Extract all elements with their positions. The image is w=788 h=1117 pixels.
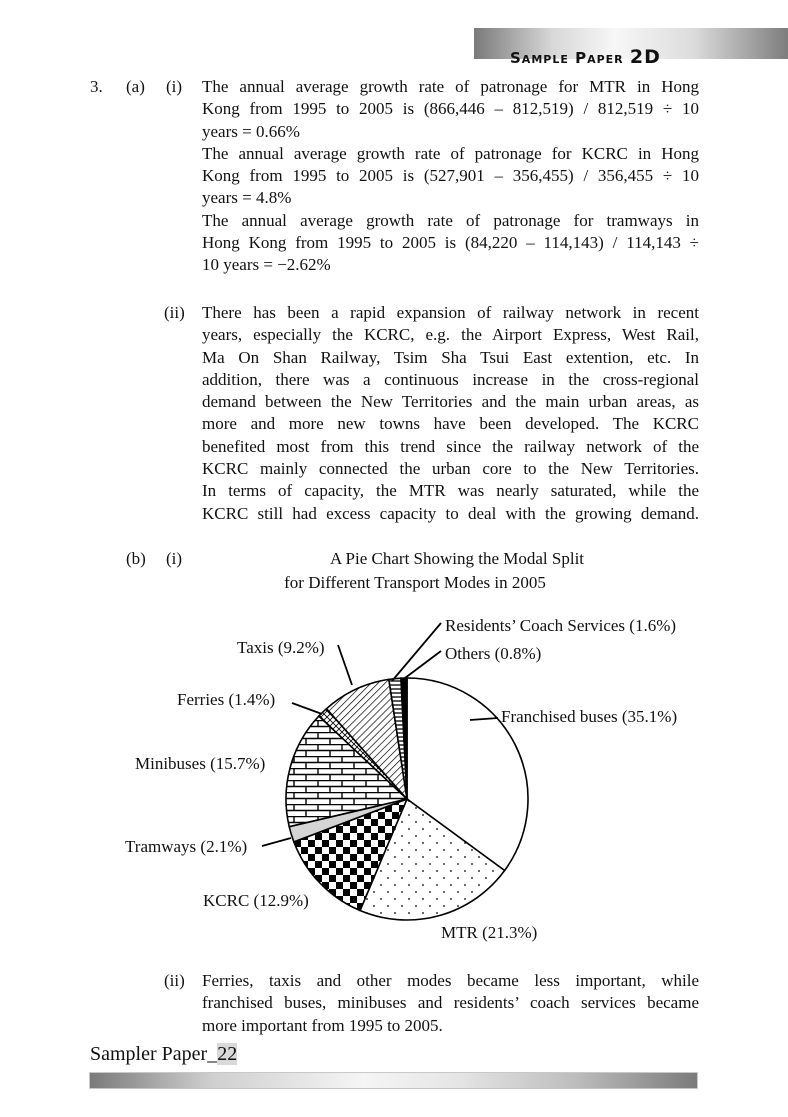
label-residents-coach: Residents’ Coach Services (1.6%)	[445, 616, 677, 635]
answer-line: years, especially the KCRC, e.g. the Airport Express, West Rail,	[202, 325, 699, 345]
answer-line: more and more new towns have been developed. The KCRC	[202, 414, 699, 434]
answer-line: more important from 1995 to 2005.	[202, 1015, 443, 1035]
answer-line: Hong Kong from 1995 to 2005 is (84,220 – 114,143) / 114,143 ÷	[202, 233, 699, 253]
answer-line: Ma On Shan Railway, Tsim Sha Tsui East extention, etc. In	[202, 347, 699, 367]
answer-line: In terms of capacity, the MTR was nearly saturated, while the	[202, 481, 699, 501]
label-tramways: Tramways (2.1%)	[125, 837, 248, 856]
label-others: Others (0.8%)	[445, 644, 542, 663]
pie-slices	[286, 678, 528, 920]
answer-line: Kong from 1995 to 2005 is (866,446 – 812,519) / 812,519 ÷ 10	[202, 99, 699, 119]
part-b-ii-label: (ii)	[164, 971, 185, 990]
chart-title-line-1: A Pie Chart Showing the Modal Split	[329, 549, 585, 568]
answer-line: KCRC still had excess capacity to deal with the growing demand.	[202, 503, 699, 523]
answer-line: The annual average growth rate of patronage for KCRC in Hong	[202, 143, 699, 163]
label-taxis: Taxis (9.2%)	[237, 638, 325, 657]
answer-line: franchised buses, minibuses and residents’ coach services became	[202, 993, 699, 1013]
answer-line: KCRC mainly connected the urban core to the New Territories.	[202, 459, 699, 479]
answer-line: Ferries, taxis and other modes became less important, while	[202, 971, 699, 990]
label-franchised-buses: Franchised buses (35.1%)	[501, 707, 678, 726]
label-minibuses: Minibuses (15.7%)	[135, 754, 266, 773]
part-b-ii-answer	[202, 970, 699, 1037]
label-kcrc: KCRC (12.9%)	[203, 891, 309, 910]
label-ferries: Ferries (1.4%)	[177, 690, 276, 709]
header-title-number: 2D	[629, 46, 661, 68]
question-number: 3.	[90, 77, 103, 96]
answer-line: benefited most from this trend since the railway network of the	[202, 436, 699, 456]
chart-title-line-2: for Different Transport Modes in 2005	[284, 573, 546, 592]
answer-line: Kong from 1995 to 2005 is (527,901 – 356,455) / 356,455 ÷ 10	[202, 166, 699, 186]
header-title-text: Sample Paper	[510, 49, 630, 67]
answer-line: There has been a rapid expansion of railway network in recent	[202, 303, 699, 322]
part-b-label: (b)	[126, 549, 146, 568]
answer-line: 10 years = −2.62%	[202, 255, 331, 275]
answer-line: The annual average growth rate of patronage for MTR in Hong	[202, 77, 699, 96]
part-a-label: (a)	[126, 77, 145, 96]
answer-line: The annual average growth rate of patronage for tramways in	[202, 210, 699, 230]
part-a-ii-label: (ii)	[164, 303, 185, 322]
answer-line: addition, there was a continuous increase in the cross-regional	[202, 369, 699, 389]
footer-gradient-bar	[89, 1072, 698, 1089]
footer-text: Sampler Paper_	[90, 1043, 218, 1065]
part-a-i-label: (i)	[166, 77, 183, 96]
answer-line: demand between the New Territories and the main urban areas, as	[202, 392, 699, 412]
part-b-i-label: (i)	[166, 549, 183, 568]
footer-page-label	[90, 1043, 237, 1066]
label-mtr: MTR (21.3%)	[441, 923, 538, 942]
page-number: 22	[217, 1043, 238, 1065]
answer-line: years = 0.66%	[202, 121, 300, 141]
answer-line: years = 4.8%	[202, 188, 292, 208]
